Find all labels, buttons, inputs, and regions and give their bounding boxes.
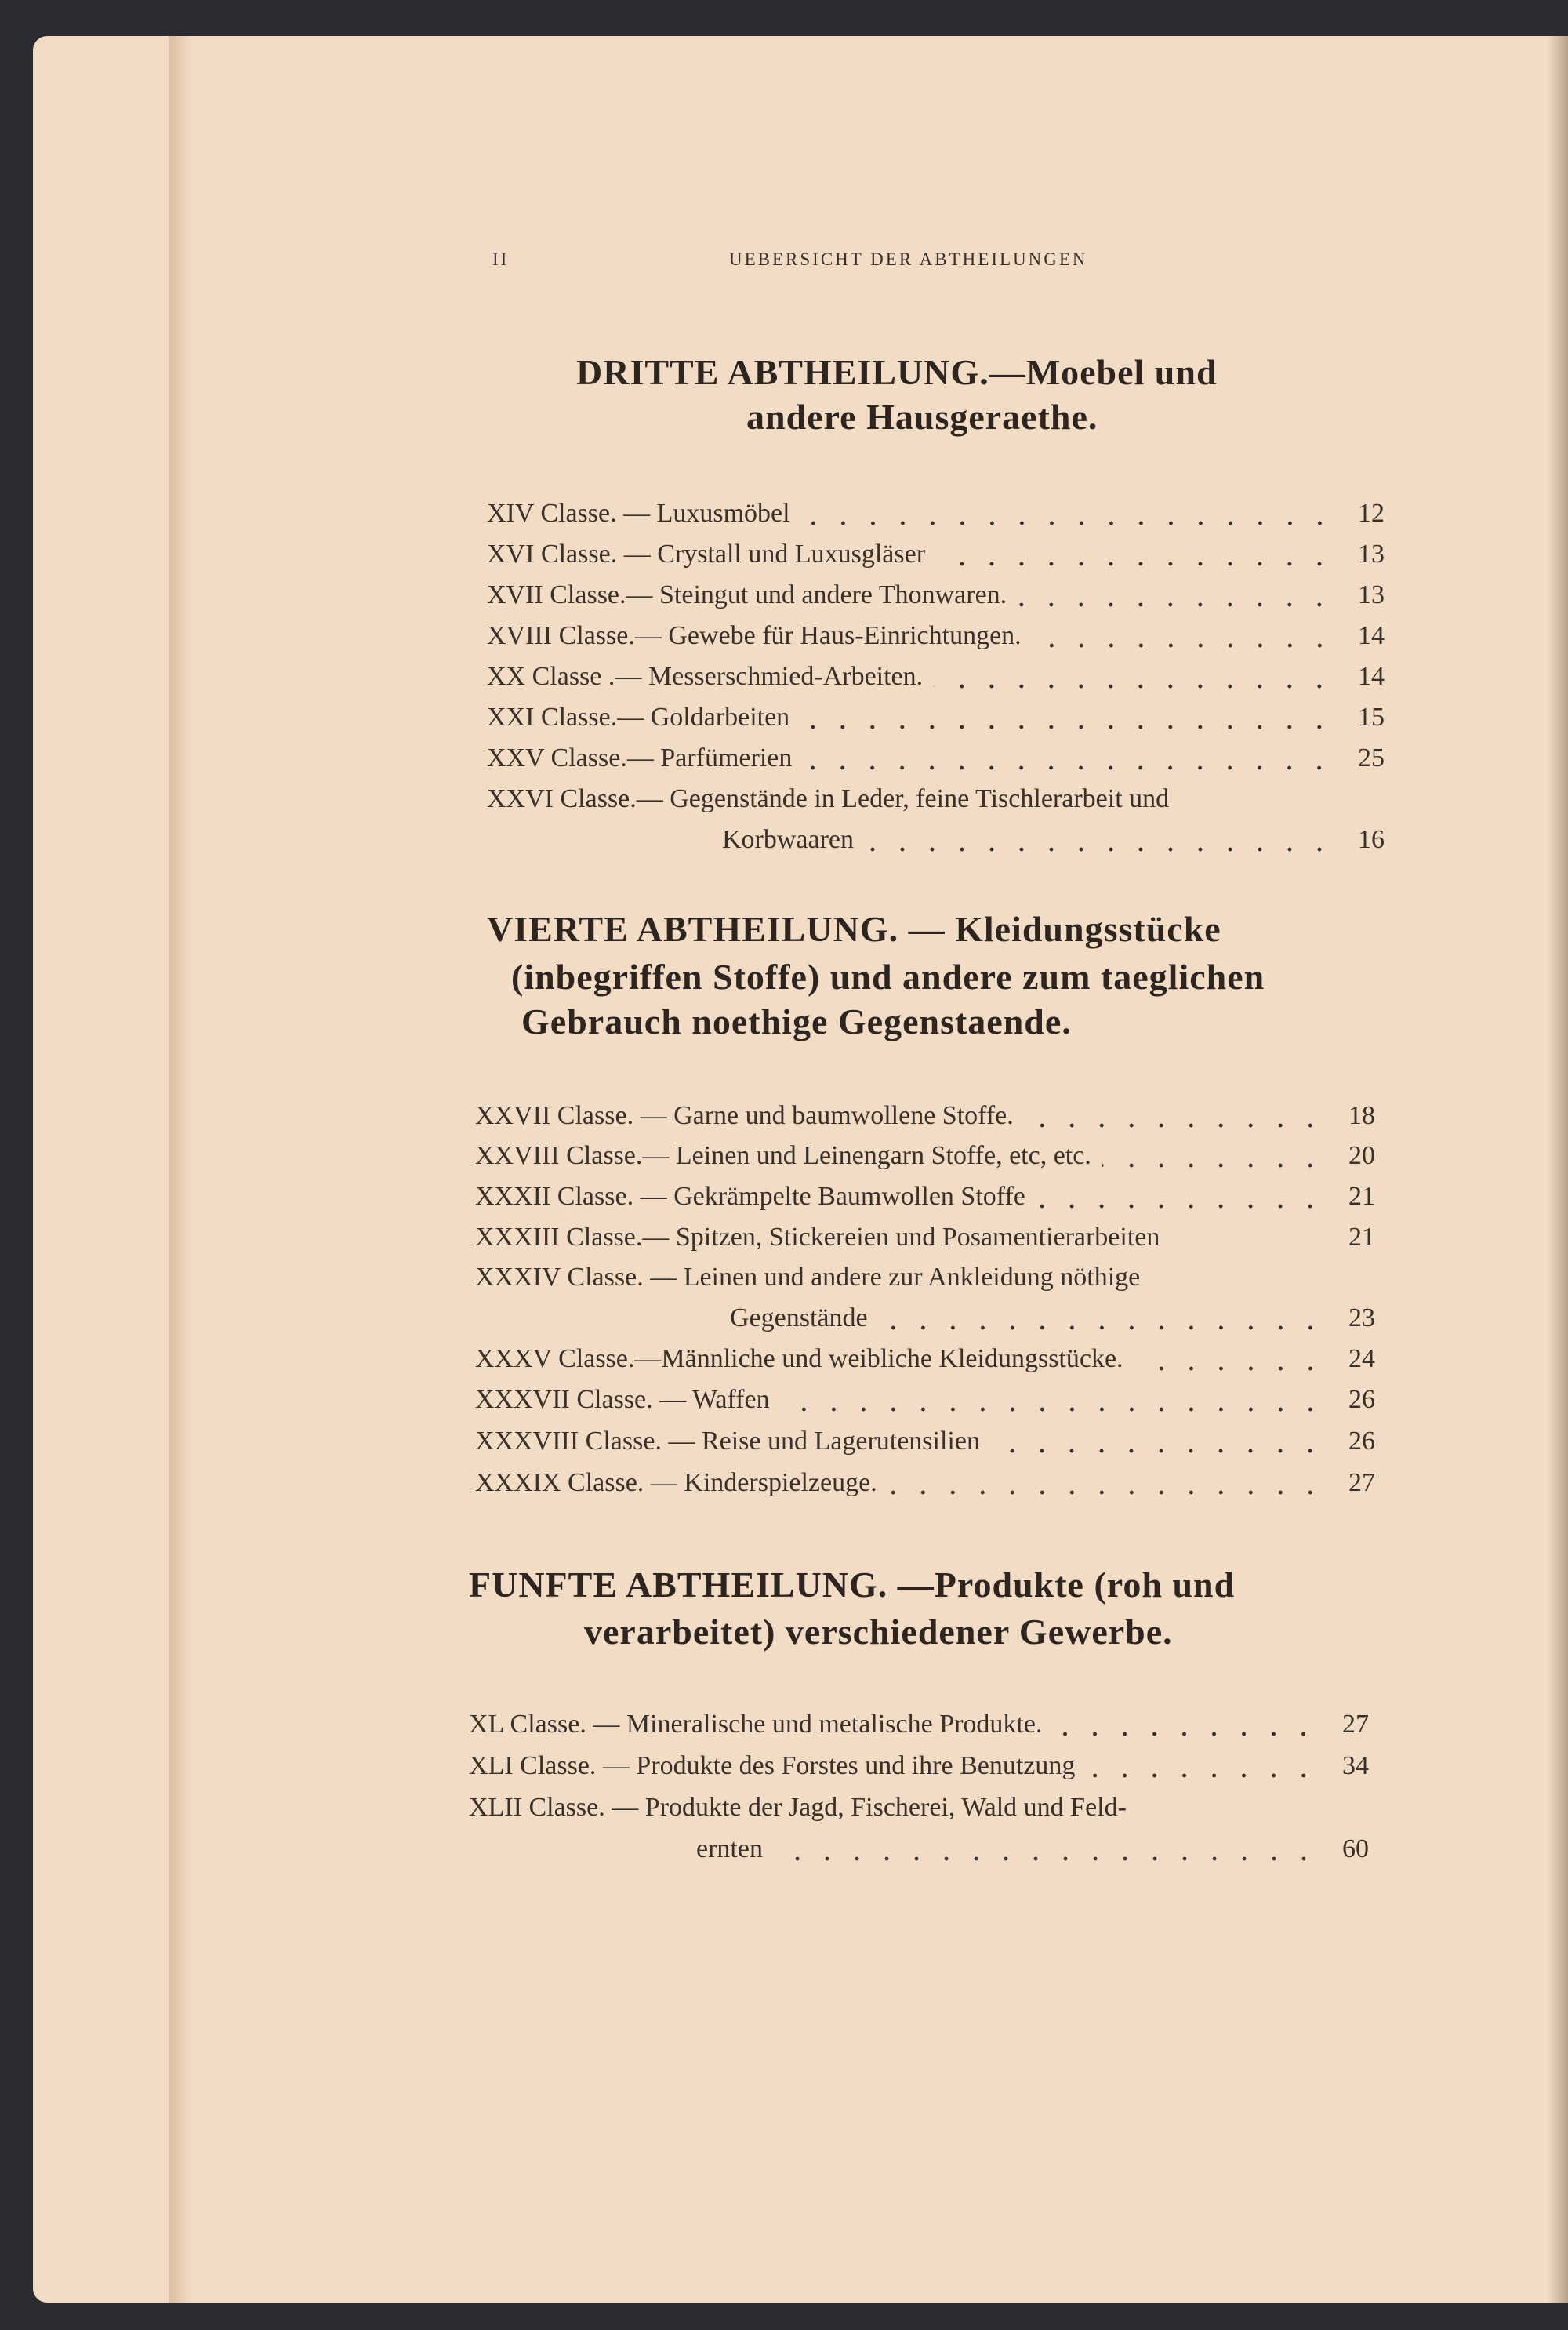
- toc-entry[interactable]: XXVII Classe. — Garne und baumwollene Stoffe. 18: [475, 1101, 1375, 1130]
- section-heading: FUNFTE ABTHEILUNG. —Produkte (roh und: [469, 1565, 1236, 1605]
- toc-entry[interactable]: XXXVIII Classe. — Reise und Lagerutensilien 26: [475, 1427, 1375, 1456]
- section-heading: VIERTE ABTHEILUNG. — Kleidungsstücke: [487, 909, 1221, 949]
- page-ref: 21: [1348, 1223, 1375, 1252]
- running-title: UEBERSICHT DER ABTHEILUNGEN: [729, 249, 1088, 269]
- dot-leader: [1018, 602, 1334, 607]
- toc-entry[interactable]: XVIII Classe.— Gewebe für Haus-Einrichtungen. 14: [487, 621, 1385, 650]
- section-heading: DRITTE ABTHEILUNG.—Moebel und: [576, 352, 1218, 392]
- page-ref: 13: [1358, 580, 1385, 609]
- dot-leader: [1053, 1732, 1319, 1736]
- page-ref: 26: [1348, 1385, 1375, 1414]
- toc-entry[interactable]: XXXIX Classe. — Kinderspielzeuge. 27: [475, 1468, 1375, 1497]
- toc-entry-continuation[interactable]: ernten 60: [696, 1834, 1369, 1863]
- toc-entry[interactable]: XLII Classe. — Produkte der Jagd, Fischerei, Wald und Feld-: [469, 1793, 1127, 1822]
- dot-leader: [1025, 1123, 1325, 1128]
- toc-entry[interactable]: XVII Classe.— Steingut und andere Thonwaren. 13: [487, 580, 1385, 609]
- toc-entry[interactable]: XX Classe .— Messerschmied-Arbeiten. 14: [487, 662, 1385, 691]
- page-ref: 16: [1358, 825, 1385, 854]
- toc-entry-continuation[interactable]: Gegenstände 23: [730, 1303, 1375, 1332]
- page-ref: 14: [1358, 662, 1385, 691]
- toc-entry[interactable]: XXXV Classe.—Männliche und weibliche Kleidungsstücke. 24: [475, 1344, 1375, 1373]
- dot-leader: [936, 562, 1334, 566]
- page-ref: 26: [1348, 1427, 1375, 1456]
- dot-leader: [774, 1856, 1319, 1861]
- dot-leader: [781, 1407, 1325, 1412]
- dot-leader: [879, 1325, 1325, 1330]
- page-ref: 14: [1358, 621, 1385, 650]
- section-heading: verarbeitet) verschiedener Gewerbe.: [584, 1612, 1173, 1652]
- page-ref: 20: [1348, 1141, 1375, 1170]
- dot-leader: [803, 765, 1334, 770]
- page-number: II: [492, 249, 510, 269]
- toc-entry[interactable]: XXV Classe.— Parfümerien 25: [487, 743, 1385, 772]
- dot-leader: [865, 847, 1334, 852]
- page-ref: 60: [1342, 1834, 1369, 1863]
- toc-entry[interactable]: XXXIV Classe. — Leinen und andere zur Ankleidung nöthige: [475, 1263, 1141, 1292]
- page-ref: 27: [1348, 1468, 1375, 1497]
- section-heading: Gebrauch noethige Gegenstaende.: [521, 1001, 1072, 1041]
- toc-entry[interactable]: XXXII Classe. — Gekrämpelte Baumwollen Stoffe 21: [475, 1182, 1375, 1211]
- dot-leader: [800, 725, 1334, 729]
- dot-leader: [801, 521, 1334, 525]
- dot-leader: [1134, 1366, 1325, 1371]
- page-ref: 13: [1358, 540, 1385, 569]
- page-ref: 23: [1348, 1303, 1375, 1332]
- dot-leader: [1036, 1204, 1325, 1209]
- toc-entry-continuation[interactable]: Korbwaaren 16: [722, 825, 1385, 854]
- toc-entry[interactable]: XIV Classe. — Luxusmöbel 12: [487, 499, 1385, 528]
- page-ref: 27: [1342, 1710, 1369, 1739]
- page-ref: 21: [1348, 1182, 1375, 1211]
- page-ref: 15: [1358, 703, 1385, 732]
- toc-entry[interactable]: XLI Classe. — Produkte des Forstes und ihre Benutzung 34: [469, 1751, 1369, 1780]
- dot-leader: [1086, 1773, 1319, 1778]
- page-right-edge: [1548, 36, 1568, 2303]
- page-ref: 18: [1348, 1101, 1375, 1130]
- page-ref: 12: [1358, 499, 1385, 528]
- dot-leader: [934, 684, 1334, 689]
- toc-entry[interactable]: XXVI Classe.— Gegenstände in Leder, feine Tischlerarbeit und: [487, 784, 1170, 813]
- page-ref: 25: [1358, 743, 1385, 772]
- page-ref: 34: [1342, 1751, 1369, 1780]
- toc-entry[interactable]: XXXVII Classe. — Waffen 26: [475, 1385, 1375, 1414]
- toc-entry[interactable]: XXVIII Classe.— Leinen und Leinengarn Stoffe, etc, etc. 20: [475, 1141, 1375, 1170]
- dot-leader: [991, 1449, 1325, 1453]
- page-gutter: [169, 36, 192, 2303]
- dot-leader: [1033, 643, 1334, 648]
- dot-leader: [888, 1490, 1325, 1495]
- toc-entry[interactable]: XL Classe. — Mineralische und metalische Produkte. 27: [469, 1710, 1369, 1739]
- toc-entry[interactable]: XVI Classe. — Crystall und Luxusgläser 13: [487, 540, 1385, 569]
- page-ref: 24: [1348, 1344, 1375, 1373]
- section-heading: andere Hausgeraethe.: [746, 397, 1098, 437]
- dot-leader: [1102, 1163, 1325, 1168]
- toc-entry[interactable]: XXI Classe.— Goldarbeiten 15: [487, 703, 1385, 732]
- section-heading: (inbegriffen Stoffe) und andere zum taeglichen: [511, 957, 1265, 997]
- toc-entry[interactable]: XXXIII Classe.— Spitzen, Stickereien und Posamentierarbeiten 21: [475, 1223, 1375, 1252]
